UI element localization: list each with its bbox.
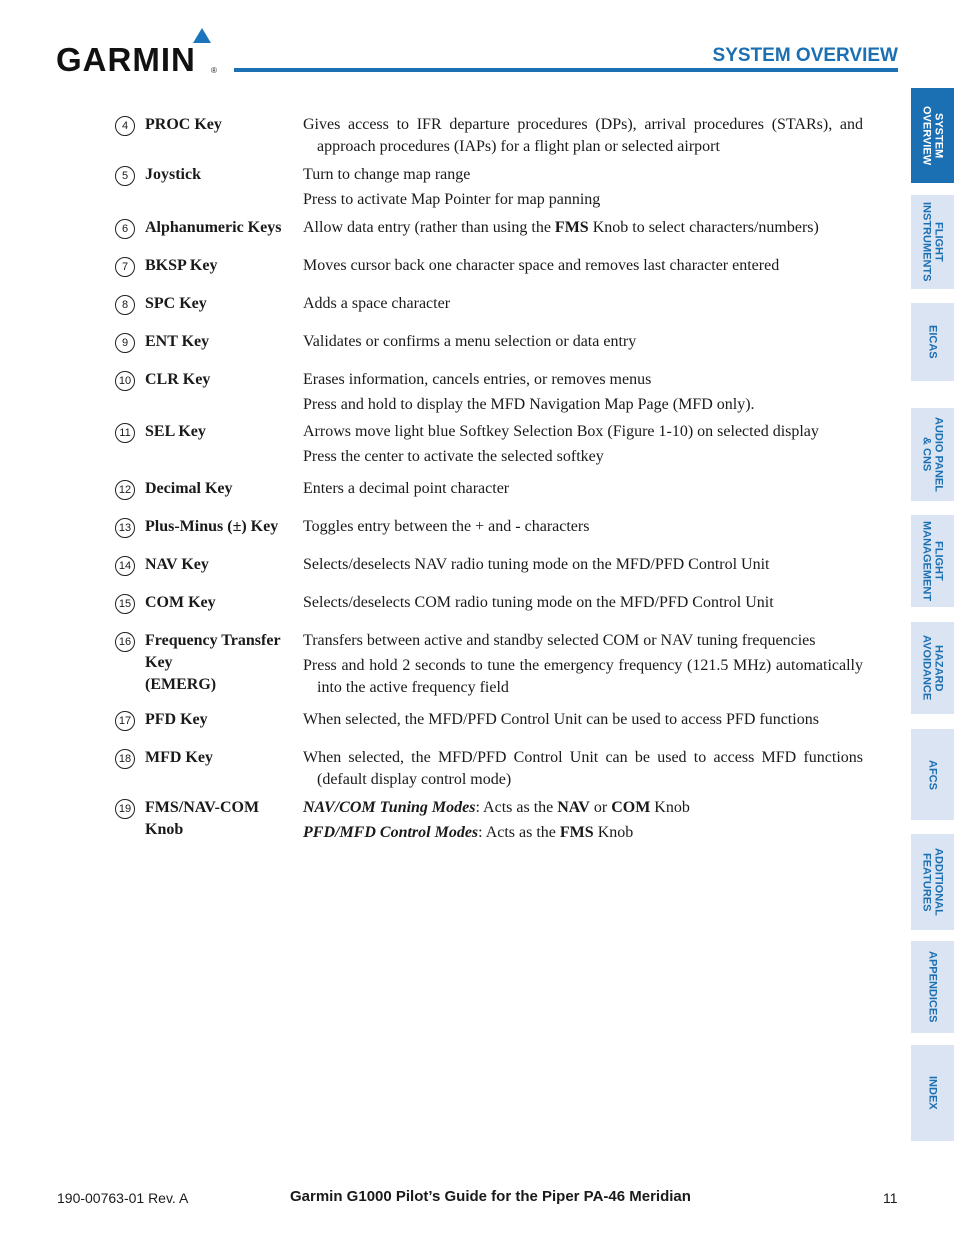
description-text: Adds a space character xyxy=(303,295,451,312)
key-description xyxy=(303,421,863,471)
key-description xyxy=(303,255,863,280)
description-text: Knob xyxy=(650,799,690,816)
tab-additional-features[interactable] xyxy=(911,834,954,930)
description-line xyxy=(303,217,863,239)
description-line xyxy=(303,630,863,652)
key-name xyxy=(145,293,295,315)
tab-label: AFCS xyxy=(926,759,939,790)
item-number-badge: 6 xyxy=(115,219,135,239)
key-name-line: SEL Key xyxy=(145,423,206,440)
description-text: Knob to select characters/numbers) xyxy=(588,219,819,236)
tab-appendices[interactable] xyxy=(911,941,954,1033)
description-line xyxy=(303,421,863,443)
key-name-line: COM Key xyxy=(145,594,216,611)
description-text: : Acts as the xyxy=(475,799,558,816)
description-text: NAV xyxy=(557,799,590,816)
description-line xyxy=(303,394,863,416)
item-number-badge: 7 xyxy=(115,257,135,277)
key-description xyxy=(303,478,863,503)
header-rule xyxy=(234,68,898,72)
description-line xyxy=(303,478,863,500)
key-name xyxy=(145,331,295,353)
key-description xyxy=(303,554,863,579)
description-line xyxy=(303,114,863,158)
item-number-badge: 15 xyxy=(115,594,135,614)
key-name-line: ENT Key xyxy=(145,333,210,350)
description-text: Validates or confirms a menu selection or data entry xyxy=(303,333,637,350)
key-name xyxy=(145,369,295,391)
description-text: PFD/MFD Control Modes xyxy=(303,824,479,841)
key-name-line: BKSP Key xyxy=(145,257,218,274)
tab-system-overview[interactable] xyxy=(911,88,954,183)
tab-label: AUDIO PANEL & CNS xyxy=(920,417,945,492)
key-description xyxy=(303,630,863,702)
key-description xyxy=(303,293,863,318)
key-name xyxy=(145,114,295,136)
tab-audio-panel-cns[interactable] xyxy=(911,408,954,501)
item-number-badge: 9 xyxy=(115,333,135,353)
key-name xyxy=(145,747,295,769)
item-number-badge: 13 xyxy=(115,518,135,538)
item-number-badge: 5 xyxy=(115,166,135,186)
doc-number: 190-00763-01 Rev. A xyxy=(57,1190,189,1206)
description-text: FMS xyxy=(554,219,589,236)
tab-afcs[interactable] xyxy=(911,729,954,820)
key-name xyxy=(145,516,295,538)
brand-name: GARMIN xyxy=(56,41,196,78)
key-description xyxy=(303,747,863,794)
key-description xyxy=(303,709,863,734)
description-line xyxy=(303,516,863,538)
description-text: Selects/deselects NAV radio tuning mode on the MFD/PFD Control Unit xyxy=(303,556,770,573)
section-title: SYSTEM OVERVIEW xyxy=(712,45,898,66)
description-text: Press and hold to display the MFD Navigation Map Page (MFD only). xyxy=(303,396,755,413)
tab-label: EICAS xyxy=(926,325,939,359)
key-description xyxy=(303,164,863,214)
page-number: 11 xyxy=(883,1190,898,1206)
description-text: Turn to change map range xyxy=(303,166,471,183)
item-number-badge: 10 xyxy=(115,371,135,391)
description-text: Selects/deselects COM radio tuning mode on the MFD/PFD Control Unit xyxy=(303,594,774,611)
tab-label: ADDITIONAL FEATURES xyxy=(920,848,945,916)
item-number-badge: 16 xyxy=(115,632,135,652)
key-name-line: PFD Key xyxy=(145,711,208,728)
key-name xyxy=(145,797,295,841)
key-name-line: NAV Key xyxy=(145,556,209,573)
item-number-badge: 8 xyxy=(115,295,135,315)
tab-flight-management[interactable] xyxy=(911,515,954,607)
description-text: Press to activate Map Pointer for map panning xyxy=(303,191,601,208)
description-line xyxy=(303,331,863,353)
description-line xyxy=(303,747,863,791)
description-line xyxy=(303,554,863,576)
description-text: Gives access to IFR departure procedures (DPs), arrival procedures (STARs), and approach procedures (IAPs) for a flight plan or selected airport xyxy=(303,116,863,155)
key-description xyxy=(303,592,863,617)
description-text: When selected, the MFD/PFD Control Unit can be used to access MFD functions (default display control mode) xyxy=(303,749,863,788)
key-name-line: SPC Key xyxy=(145,295,207,312)
description-line xyxy=(303,797,863,819)
key-description xyxy=(303,331,863,356)
key-description xyxy=(303,369,863,419)
key-name-line: PROC Key xyxy=(145,116,222,133)
item-number-badge: 4 xyxy=(115,116,135,136)
key-name xyxy=(145,478,295,500)
key-name-line: MFD Key xyxy=(145,749,213,766)
key-name xyxy=(145,592,295,614)
description-text: Enters a decimal point character xyxy=(303,480,510,497)
garmin-logo xyxy=(56,28,221,76)
key-name-line: FMS/NAV-COM xyxy=(145,799,260,816)
item-number-badge: 18 xyxy=(115,749,135,769)
description-text: Erases information, cancels entries, or removes menus xyxy=(303,371,652,388)
key-name xyxy=(145,554,295,576)
description-text: Press and hold 2 seconds to tune the emergency frequency (121.5 MHz) automatically into the active frequency field xyxy=(303,657,863,696)
description-text: : Acts as the xyxy=(478,824,560,841)
description-text: Press the center to activate the selected softkey xyxy=(303,448,604,465)
key-name-line: Decimal Key xyxy=(145,480,233,497)
key-name xyxy=(145,255,295,277)
tab-index[interactable] xyxy=(911,1045,954,1141)
description-line xyxy=(303,655,863,699)
tab-flight-instruments[interactable] xyxy=(911,195,954,289)
key-description xyxy=(303,217,863,242)
description-line xyxy=(303,255,863,277)
tab-label: SYSTEM OVERVIEW xyxy=(920,105,945,166)
description-text: FMS xyxy=(559,824,594,841)
description-text: Allow data entry (rather than using the xyxy=(303,219,555,236)
key-name-line: (EMERG) xyxy=(145,676,217,693)
description-text: or xyxy=(589,799,612,816)
description-line xyxy=(303,709,863,731)
item-number-badge: 17 xyxy=(115,711,135,731)
key-name-line: Key xyxy=(145,654,173,671)
key-name xyxy=(145,630,295,696)
description-text: Knob xyxy=(593,824,634,841)
key-name-line: Knob xyxy=(145,821,184,838)
doc-title: Garmin G1000 Pilot’s Guide for the Piper PA-46 Meridian xyxy=(290,1188,691,1205)
description-text: When selected, the MFD/PFD Control Unit can be used to access PFD functions xyxy=(303,711,819,728)
description-line xyxy=(303,822,863,844)
key-name-line: CLR Key xyxy=(145,371,211,388)
description-text: Transfers between active and standby selected COM or NAV tuning frequencies xyxy=(303,632,816,649)
key-name xyxy=(145,421,295,443)
description-line xyxy=(303,293,863,315)
tab-label: FLIGHT INSTRUMENTS xyxy=(920,202,945,282)
registered-mark: ® xyxy=(211,66,217,75)
description-text: COM xyxy=(611,799,651,816)
key-name xyxy=(145,709,295,731)
description-text: Arrows move light blue Softkey Selection Box (Figure 1-10) on selected display xyxy=(303,423,819,440)
description-line xyxy=(303,189,863,211)
key-description xyxy=(303,114,863,161)
tab-hazard-avoidance[interactable] xyxy=(911,622,954,714)
key-name xyxy=(145,164,295,186)
description-text: NAV/COM Tuning Modes xyxy=(303,799,476,816)
description-line xyxy=(303,446,863,468)
description-text: Toggles entry between the + and - characters xyxy=(303,518,590,535)
tab-label: FLIGHT MANAGEMENT xyxy=(920,520,945,602)
item-number-badge: 14 xyxy=(115,556,135,576)
tab-label: INDEX xyxy=(926,1076,939,1110)
key-name-line: Joystick xyxy=(145,166,201,183)
description-line xyxy=(303,592,863,614)
key-name xyxy=(145,217,295,239)
description-text: Moves cursor back one character space and removes last character entered xyxy=(303,257,780,274)
item-number-badge: 12 xyxy=(115,480,135,500)
key-name-line: Plus-Minus (±) Key xyxy=(145,518,279,535)
item-number-badge: 19 xyxy=(115,799,135,819)
item-number-badge: 11 xyxy=(115,423,135,443)
description-line xyxy=(303,369,863,391)
key-name-line: Alphanumeric Keys xyxy=(145,219,282,236)
tab-label: HAZARD AVOIDANCE xyxy=(920,635,945,701)
tab-label: APPENDICES xyxy=(926,951,939,1023)
key-description xyxy=(303,797,863,847)
key-description xyxy=(303,516,863,541)
key-name-line: Frequency Transfer xyxy=(145,632,281,649)
tab-eicas[interactable] xyxy=(911,303,954,381)
description-line xyxy=(303,164,863,186)
